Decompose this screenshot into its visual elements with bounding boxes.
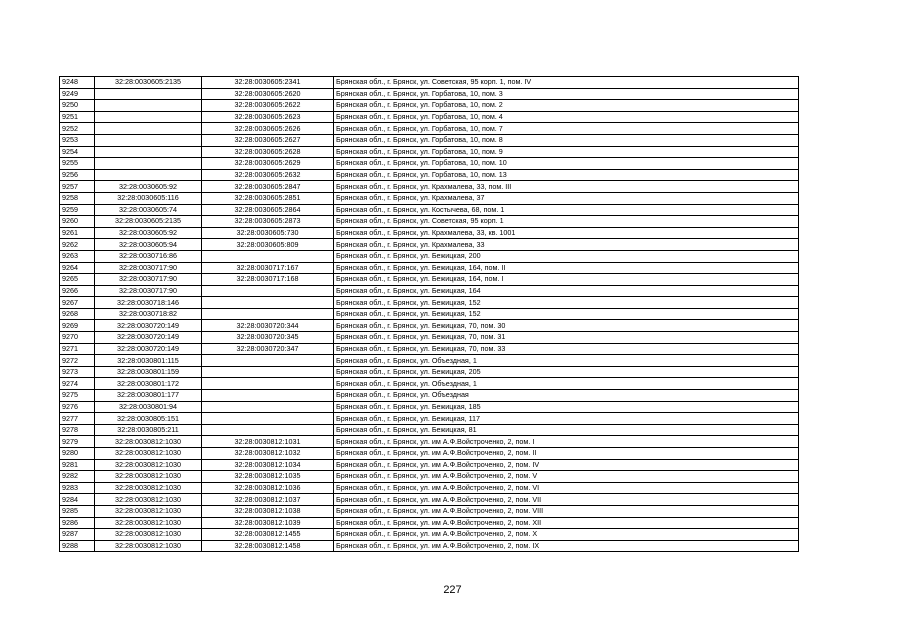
parent-cadastral-number-cell: 32:28:0030717:90 xyxy=(95,274,202,286)
cadastral-number-cell: 32:28:0030605:2864 xyxy=(202,204,334,216)
address-cell: Брянская обл., г. Брянск, ул. Горбатова, 10, пом. 9 xyxy=(334,146,799,158)
row-number-cell: 9266 xyxy=(60,285,95,297)
address-cell: Брянская обл., г. Брянск, ул. Бежицкая, 81 xyxy=(334,424,799,436)
parent-cadastral-number-cell: 32:28:0030605:92 xyxy=(95,227,202,239)
cadastral-number-cell: 32:28:0030605:2341 xyxy=(202,77,334,89)
registry-table-body xyxy=(60,77,799,552)
row-number-cell: 9255 xyxy=(60,158,95,170)
parent-cadastral-number-cell: 32:28:0030805:211 xyxy=(95,424,202,436)
table-row xyxy=(60,494,799,506)
parent-cadastral-number-cell: 32:28:0030812:1030 xyxy=(95,529,202,541)
parent-cadastral-number-cell: 32:28:0030801:159 xyxy=(95,366,202,378)
row-number-cell: 9285 xyxy=(60,505,95,517)
row-number-cell: 9265 xyxy=(60,274,95,286)
address-cell: Брянская обл., г. Брянск, ул. им А.Ф.Войстроченко, 2, пом. VI xyxy=(334,482,799,494)
row-number-cell: 9271 xyxy=(60,343,95,355)
address-cell: Брянская обл., г. Брянск, ул. Бежицкая, 152 xyxy=(334,297,799,309)
cadastral-number-cell: 32:28:0030812:1035 xyxy=(202,471,334,483)
cadastral-number-cell: 32:28:0030720:347 xyxy=(202,343,334,355)
table-row xyxy=(60,192,799,204)
cadastral-number-cell xyxy=(202,308,334,320)
row-number-cell: 9277 xyxy=(60,413,95,425)
parent-cadastral-number-cell: 32:28:0030605:92 xyxy=(95,181,202,193)
cadastral-number-cell: 32:28:0030812:1458 xyxy=(202,540,334,552)
row-number-cell: 9267 xyxy=(60,297,95,309)
address-cell: Брянская обл., г. Брянск, ул. Объездная, 1 xyxy=(334,355,799,367)
table-row xyxy=(60,482,799,494)
table-row xyxy=(60,100,799,112)
parent-cadastral-number-cell xyxy=(95,88,202,100)
row-number-cell: 9275 xyxy=(60,390,95,402)
cadastral-number-cell xyxy=(202,297,334,309)
table-row xyxy=(60,366,799,378)
address-cell: Брянская обл., г. Брянск, ул. Бежицкая, 152 xyxy=(334,308,799,320)
table-row xyxy=(60,216,799,228)
row-number-cell: 9268 xyxy=(60,308,95,320)
table-row xyxy=(60,169,799,181)
cadastral-number-cell xyxy=(202,355,334,367)
row-number-cell: 9276 xyxy=(60,401,95,413)
table-row xyxy=(60,471,799,483)
table-row xyxy=(60,320,799,332)
table-row xyxy=(60,158,799,170)
table-row xyxy=(60,181,799,193)
table-row xyxy=(60,239,799,251)
address-cell: Брянская обл., г. Брянск, ул. Костычева, 68, пом. 1 xyxy=(334,204,799,216)
row-number-cell: 9270 xyxy=(60,332,95,344)
table-row xyxy=(60,413,799,425)
row-number-cell: 9272 xyxy=(60,355,95,367)
cadastral-number-cell: 32:28:0030812:1034 xyxy=(202,459,334,471)
address-cell: Брянская обл., г. Брянск, ул. Бежицкая, 164, пом. II xyxy=(334,262,799,274)
cadastral-number-cell xyxy=(202,401,334,413)
parent-cadastral-number-cell: 32:28:0030812:1030 xyxy=(95,448,202,460)
row-number-cell: 9278 xyxy=(60,424,95,436)
table-row xyxy=(60,505,799,517)
parent-cadastral-number-cell: 32:28:0030605:2135 xyxy=(95,216,202,228)
table-row xyxy=(60,424,799,436)
row-number-cell: 9261 xyxy=(60,227,95,239)
row-number-cell: 9288 xyxy=(60,540,95,552)
address-cell: Брянская обл., г. Брянск, ул. Крахмалева, 33 xyxy=(334,239,799,251)
table-row xyxy=(60,332,799,344)
cadastral-number-cell: 32:28:0030605:2629 xyxy=(202,158,334,170)
address-cell: Брянская обл., г. Брянск, ул. Бежицкая, 117 xyxy=(334,413,799,425)
address-cell: Брянская обл., г. Брянск, ул. Бежицкая, 70, пом. 31 xyxy=(334,332,799,344)
row-number-cell: 9252 xyxy=(60,123,95,135)
parent-cadastral-number-cell: 32:28:0030812:1030 xyxy=(95,494,202,506)
address-cell: Брянская обл., г. Брянск, ул. им А.Ф.Войстроченко, 2, пом. VII xyxy=(334,494,799,506)
parent-cadastral-number-cell xyxy=(95,134,202,146)
parent-cadastral-number-cell xyxy=(95,111,202,123)
cadastral-number-cell: 32:28:0030605:2622 xyxy=(202,100,334,112)
address-cell: Брянская обл., г. Брянск, ул. им А.Ф.Войстроченко, 2, пом. V xyxy=(334,471,799,483)
cadastral-number-cell: 32:28:0030605:2623 xyxy=(202,111,334,123)
table-row xyxy=(60,285,799,297)
parent-cadastral-number-cell xyxy=(95,123,202,135)
parent-cadastral-number-cell xyxy=(95,169,202,181)
table-row xyxy=(60,378,799,390)
parent-cadastral-number-cell: 32:28:0030812:1030 xyxy=(95,540,202,552)
cadastral-number-cell: 32:28:0030812:1039 xyxy=(202,517,334,529)
address-cell: Брянская обл., г. Брянск, ул. им А.Ф.Войстроченко, 2, пом. XII xyxy=(334,517,799,529)
row-number-cell: 9258 xyxy=(60,192,95,204)
row-number-cell: 9279 xyxy=(60,436,95,448)
table-row xyxy=(60,448,799,460)
address-cell: Брянская обл., г. Брянск, ул. Горбатова, 10, пом. 13 xyxy=(334,169,799,181)
table-row xyxy=(60,355,799,367)
parent-cadastral-number-cell: 32:28:0030717:90 xyxy=(95,285,202,297)
address-cell: Брянская обл., г. Брянск, ул. Бежицкая, 205 xyxy=(334,366,799,378)
row-number-cell: 9259 xyxy=(60,204,95,216)
table-row xyxy=(60,308,799,320)
table-row xyxy=(60,123,799,135)
address-cell: Брянская обл., г. Брянск, ул. Советская, 95 корп. 1 xyxy=(334,216,799,228)
address-cell: Брянская обл., г. Брянск, ул. Бежицкая, 200 xyxy=(334,250,799,262)
row-number-cell: 9257 xyxy=(60,181,95,193)
cadastral-number-cell xyxy=(202,250,334,262)
row-number-cell: 9269 xyxy=(60,320,95,332)
row-number-cell: 9256 xyxy=(60,169,95,181)
cadastral-number-cell: 32:28:0030605:2628 xyxy=(202,146,334,158)
row-number-cell: 9273 xyxy=(60,366,95,378)
row-number-cell: 9280 xyxy=(60,448,95,460)
table-row xyxy=(60,297,799,309)
row-number-cell: 9249 xyxy=(60,88,95,100)
table-row xyxy=(60,540,799,552)
cadastral-number-cell: 32:28:0030605:2873 xyxy=(202,216,334,228)
page-number: 227 xyxy=(443,584,462,596)
cadastral-number-cell: 32:28:0030605:2847 xyxy=(202,181,334,193)
cadastral-number-cell: 32:28:0030605:2620 xyxy=(202,88,334,100)
parent-cadastral-number-cell: 32:28:0030812:1030 xyxy=(95,517,202,529)
address-cell: Брянская обл., г. Брянск, ул. Объездная xyxy=(334,390,799,402)
parent-cadastral-number-cell: 32:28:0030812:1030 xyxy=(95,459,202,471)
table-row xyxy=(60,88,799,100)
address-cell: Брянская обл., г. Брянск, ул. Бежицкая, 164 xyxy=(334,285,799,297)
cadastral-number-cell: 32:28:0030717:167 xyxy=(202,262,334,274)
address-cell: Брянская обл., г. Брянск, ул. им А.Ф.Войстроченко, 2, пом. IX xyxy=(334,540,799,552)
cadastral-number-cell: 32:28:0030812:1455 xyxy=(202,529,334,541)
parent-cadastral-number-cell: 32:28:0030812:1030 xyxy=(95,482,202,494)
table-row xyxy=(60,274,799,286)
address-cell: Брянская обл., г. Брянск, ул. Бежицкая, 70, пом. 30 xyxy=(334,320,799,332)
table-row xyxy=(60,390,799,402)
parent-cadastral-number-cell: 32:28:0030801:177 xyxy=(95,390,202,402)
cadastral-number-cell xyxy=(202,378,334,390)
parent-cadastral-number-cell: 32:28:0030720:149 xyxy=(95,343,202,355)
cadastral-number-cell: 32:28:0030717:168 xyxy=(202,274,334,286)
row-number-cell: 9251 xyxy=(60,111,95,123)
parent-cadastral-number-cell: 32:28:0030801:94 xyxy=(95,401,202,413)
cadastral-number-cell xyxy=(202,424,334,436)
parent-cadastral-number-cell: 32:28:0030801:115 xyxy=(95,355,202,367)
table-row xyxy=(60,111,799,123)
cadastral-number-cell: 32:28:0030720:345 xyxy=(202,332,334,344)
parent-cadastral-number-cell: 32:28:0030605:2135 xyxy=(95,77,202,89)
address-cell: Брянская обл., г. Брянск, ул. Крахмалева, 37 xyxy=(334,192,799,204)
row-number-cell: 9282 xyxy=(60,471,95,483)
table-row xyxy=(60,227,799,239)
cadastral-number-cell: 32:28:0030605:2632 xyxy=(202,169,334,181)
parent-cadastral-number-cell: 32:28:0030812:1030 xyxy=(95,436,202,448)
parent-cadastral-number-cell: 32:28:0030605:74 xyxy=(95,204,202,216)
parent-cadastral-number-cell: 32:28:0030720:149 xyxy=(95,320,202,332)
row-number-cell: 9263 xyxy=(60,250,95,262)
cadastral-number-cell: 32:28:0030605:809 xyxy=(202,239,334,251)
address-cell: Брянская обл., г. Брянск, ул. Горбатова, 10, пом. 7 xyxy=(334,123,799,135)
table-row xyxy=(60,77,799,89)
cadastral-number-cell xyxy=(202,366,334,378)
cadastral-number-cell: 32:28:0030605:2626 xyxy=(202,123,334,135)
table-row xyxy=(60,262,799,274)
cadastral-number-cell: 32:28:0030812:1031 xyxy=(202,436,334,448)
row-number-cell: 9284 xyxy=(60,494,95,506)
table-row xyxy=(60,517,799,529)
row-number-cell: 9262 xyxy=(60,239,95,251)
cadastral-number-cell: 32:28:0030720:344 xyxy=(202,320,334,332)
address-cell: Брянская обл., г. Брянск, ул. Горбатова, 10, пом. 2 xyxy=(334,100,799,112)
address-cell: Брянская обл., г. Брянск, ул. Крахмалева, 33, пом. III xyxy=(334,181,799,193)
row-number-cell: 9253 xyxy=(60,134,95,146)
table-row xyxy=(60,436,799,448)
address-cell: Брянская обл., г. Брянск, ул. им А.Ф.Войстроченко, 2, пом. I xyxy=(334,436,799,448)
parent-cadastral-number-cell: 32:28:0030805:151 xyxy=(95,413,202,425)
address-cell: Брянская обл., г. Брянск, ул. Горбатова, 10, пом. 4 xyxy=(334,111,799,123)
cadastral-number-cell: 32:28:0030812:1037 xyxy=(202,494,334,506)
address-cell: Брянская обл., г. Брянск, ул. Бежицкая, 164, пом. I xyxy=(334,274,799,286)
address-cell: Брянская обл., г. Брянск, ул. Горбатова, 10, пом. 3 xyxy=(334,88,799,100)
row-number-cell: 9248 xyxy=(60,77,95,89)
row-number-cell: 9260 xyxy=(60,216,95,228)
table-row xyxy=(60,250,799,262)
table-row xyxy=(60,204,799,216)
table-row xyxy=(60,401,799,413)
parent-cadastral-number-cell xyxy=(95,100,202,112)
row-number-cell: 9250 xyxy=(60,100,95,112)
parent-cadastral-number-cell: 32:28:0030718:82 xyxy=(95,308,202,320)
address-cell: Брянская обл., г. Брянск, ул. Горбатова, 10, пом. 8 xyxy=(334,134,799,146)
table-row xyxy=(60,459,799,471)
row-number-cell: 9281 xyxy=(60,459,95,471)
parent-cadastral-number-cell: 32:28:0030718:146 xyxy=(95,297,202,309)
cadastral-number-cell: 32:28:0030812:1032 xyxy=(202,448,334,460)
parent-cadastral-number-cell xyxy=(95,158,202,170)
parent-cadastral-number-cell: 32:28:0030605:116 xyxy=(95,192,202,204)
parent-cadastral-number-cell: 32:28:0030716:86 xyxy=(95,250,202,262)
parent-cadastral-number-cell: 32:28:0030605:94 xyxy=(95,239,202,251)
parent-cadastral-number-cell: 32:28:0030717:90 xyxy=(95,262,202,274)
cadastral-number-cell: 32:28:0030812:1036 xyxy=(202,482,334,494)
row-number-cell: 9283 xyxy=(60,482,95,494)
table-row xyxy=(60,134,799,146)
parent-cadastral-number-cell xyxy=(95,146,202,158)
cadastral-number-cell: 32:28:0030812:1038 xyxy=(202,505,334,517)
address-cell: Брянская обл., г. Брянск, ул. им А.Ф.Войстроченко, 2, пом. X xyxy=(334,529,799,541)
cadastral-number-cell: 32:28:0030605:730 xyxy=(202,227,334,239)
row-number-cell: 9254 xyxy=(60,146,95,158)
address-cell: Брянская обл., г. Брянск, ул. Советская, 95 корп. 1, пом. IV xyxy=(334,77,799,89)
cadastral-number-cell xyxy=(202,390,334,402)
property-registry-table xyxy=(59,76,799,552)
address-cell: Брянская обл., г. Брянск, ул. Бежицкая, 70, пом. 33 xyxy=(334,343,799,355)
table-row xyxy=(60,146,799,158)
address-cell: Брянская обл., г. Брянск, ул. Бежицкая, 185 xyxy=(334,401,799,413)
address-cell: Брянская обл., г. Брянск, ул. им А.Ф.Войстроченко, 2, пом. II xyxy=(334,448,799,460)
cadastral-number-cell: 32:28:0030605:2627 xyxy=(202,134,334,146)
address-cell: Брянская обл., г. Брянск, ул. Крахмалева, 33, кв. 1001 xyxy=(334,227,799,239)
address-cell: Брянская обл., г. Брянск, ул. им А.Ф.Войстроченко, 2, пом. IV xyxy=(334,459,799,471)
parent-cadastral-number-cell: 32:28:0030720:149 xyxy=(95,332,202,344)
parent-cadastral-number-cell: 32:28:0030801:172 xyxy=(95,378,202,390)
row-number-cell: 9287 xyxy=(60,529,95,541)
row-number-cell: 9264 xyxy=(60,262,95,274)
row-number-cell: 9286 xyxy=(60,517,95,529)
address-cell: Брянская обл., г. Брянск, ул. Горбатова, 10, пом. 10 xyxy=(334,158,799,170)
cadastral-number-cell xyxy=(202,285,334,297)
parent-cadastral-number-cell: 32:28:0030812:1030 xyxy=(95,471,202,483)
parent-cadastral-number-cell: 32:28:0030812:1030 xyxy=(95,505,202,517)
cadastral-number-cell: 32:28:0030605:2851 xyxy=(202,192,334,204)
address-cell: Брянская обл., г. Брянск, ул. им А.Ф.Войстроченко, 2, пом. VIII xyxy=(334,505,799,517)
cadastral-number-cell xyxy=(202,413,334,425)
row-number-cell: 9274 xyxy=(60,378,95,390)
table-row xyxy=(60,343,799,355)
address-cell: Брянская обл., г. Брянск, ул. Объездная, 1 xyxy=(334,378,799,390)
table-row xyxy=(60,529,799,541)
